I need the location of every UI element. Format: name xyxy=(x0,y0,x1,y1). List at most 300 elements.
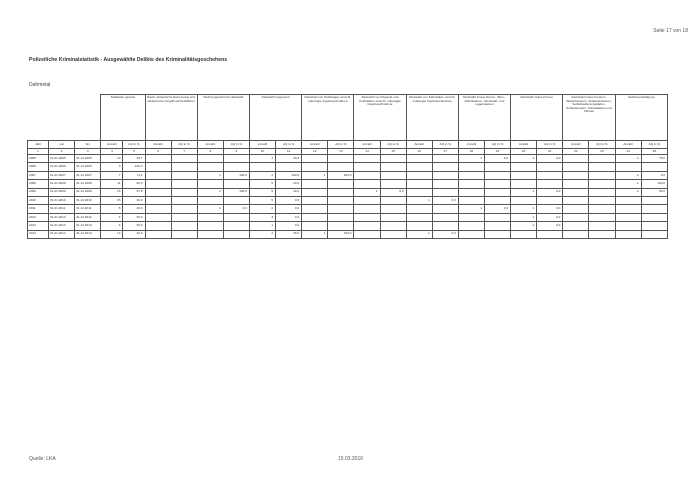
table-cell xyxy=(589,171,615,179)
column-header: Anzahl xyxy=(249,141,275,149)
table-cell xyxy=(563,171,589,179)
table-cell xyxy=(302,213,328,221)
table-cell xyxy=(380,180,406,188)
table-row xyxy=(28,171,668,179)
table-cell xyxy=(354,213,380,221)
table-cell xyxy=(145,196,171,204)
table-cell xyxy=(145,163,171,171)
table-cell xyxy=(458,222,484,230)
table-cell xyxy=(406,188,432,196)
column-header: Anzahl xyxy=(563,141,589,149)
table-cell: 100,0 xyxy=(641,180,667,188)
table-cell: 37,5 xyxy=(123,188,145,196)
table-cell: 1 xyxy=(511,205,537,213)
table-cell xyxy=(328,222,354,230)
table-cell: 0,0 xyxy=(276,213,302,221)
table-cell xyxy=(589,196,615,204)
column-number: 1 xyxy=(28,149,49,155)
table-cell: 01.01.2008 xyxy=(49,180,75,188)
table-cell xyxy=(563,180,589,188)
column-number: 2 xyxy=(49,149,75,155)
group-header: Diebstahl von Fahrrädern einschl. unbefugte Ingebrauchnahme xyxy=(406,95,458,141)
table-cell xyxy=(406,213,432,221)
table-cell: 31.12.2014 xyxy=(75,230,101,238)
table-cell xyxy=(458,180,484,188)
table-cell xyxy=(537,196,563,204)
table-cell xyxy=(432,213,458,221)
table-row xyxy=(28,205,668,213)
document-title: Polizeiliche Kriminalstatistik - Ausgewählte Delikte des Kriminalitätsgeschehens xyxy=(29,57,228,63)
table-cell: 31.12.2012 xyxy=(75,213,101,221)
table-cell: 1 xyxy=(615,180,641,188)
table-cell xyxy=(171,171,197,179)
table-cell xyxy=(197,196,223,204)
table-cell xyxy=(589,163,615,171)
table-cell: 01.01.2009 xyxy=(49,188,75,196)
table-cell xyxy=(537,230,563,238)
table-cell xyxy=(563,196,589,204)
table-row xyxy=(28,188,668,196)
table-cell xyxy=(380,155,406,163)
table-cell: 0,0 xyxy=(537,155,563,163)
column-header: Jahr xyxy=(28,141,49,149)
table-cell xyxy=(484,230,510,238)
table-cell xyxy=(537,163,563,171)
column-number: 11 xyxy=(276,149,302,155)
column-number: 24 xyxy=(615,149,641,155)
table-cell: 100,0 xyxy=(276,171,302,179)
table-cell xyxy=(537,171,563,179)
table-cell xyxy=(249,163,275,171)
column-number: 22 xyxy=(563,149,589,155)
table-cell xyxy=(380,163,406,171)
table-cell: 5 xyxy=(249,180,275,188)
group-header: Sachbeschädigung xyxy=(615,95,667,141)
table-cell xyxy=(302,163,328,171)
table-cell xyxy=(328,196,354,204)
table-cell xyxy=(484,188,510,196)
table-cell: 0,0 xyxy=(223,205,249,213)
column-number: 16 xyxy=(406,149,432,155)
group-header: Diebstahl insgesamt xyxy=(249,95,301,141)
table-cell xyxy=(511,180,537,188)
table-cell xyxy=(328,188,354,196)
table-cell: 31.12.2007 xyxy=(75,171,101,179)
table-cell xyxy=(615,196,641,204)
table-cell xyxy=(380,230,406,238)
table-cell xyxy=(354,230,380,238)
table-cell xyxy=(354,171,380,179)
footer-source: Quelle: LKA xyxy=(29,456,56,462)
table-cell: 40,0 xyxy=(123,230,145,238)
table-cell: 2005 xyxy=(28,155,49,163)
table-cell xyxy=(615,230,641,238)
table-cell: 2010 xyxy=(28,196,49,204)
table-cell xyxy=(354,205,380,213)
column-header: AQ in % xyxy=(328,141,354,149)
table-cell xyxy=(354,222,380,230)
table-cell xyxy=(458,230,484,238)
table-cell xyxy=(641,222,667,230)
table-cell: 31.12.2006 xyxy=(75,163,101,171)
table-cell: 01.01.2011 xyxy=(49,205,75,213)
table-cell: 1 xyxy=(249,222,275,230)
table-cell xyxy=(432,155,458,163)
table-cell: 1 xyxy=(406,230,432,238)
table-cell xyxy=(484,163,510,171)
table-row xyxy=(28,213,668,221)
table-cell: 25,0 xyxy=(276,230,302,238)
table-cell xyxy=(641,196,667,204)
table-cell xyxy=(406,163,432,171)
table-cell xyxy=(223,222,249,230)
table-cell: 40,0 xyxy=(123,196,145,204)
table-cell xyxy=(145,188,171,196)
table-cell: 3 xyxy=(249,213,275,221)
table-cell xyxy=(484,180,510,188)
table-cell: 4 xyxy=(249,230,275,238)
column-number: 12 xyxy=(302,149,328,155)
table-cell: 1 xyxy=(354,188,380,196)
table-cell: 01.01.2013 xyxy=(49,222,75,230)
table-cell xyxy=(380,196,406,204)
table-row xyxy=(28,155,668,163)
table-cell: 1 xyxy=(197,171,223,179)
table-cell xyxy=(615,213,641,221)
column-header: Anzahl xyxy=(511,141,537,149)
table-cell xyxy=(223,196,249,204)
column-header: AQ in % xyxy=(537,141,563,149)
table-cell xyxy=(589,155,615,163)
table-row xyxy=(28,196,668,204)
footer-date: 15.03.2016 xyxy=(338,456,364,462)
table-cell xyxy=(563,213,589,221)
column-number: 17 xyxy=(432,149,458,155)
table-cell xyxy=(458,213,484,221)
table-cell: 4 xyxy=(249,155,275,163)
table-cell xyxy=(484,213,510,221)
table-cell: 2 xyxy=(511,222,537,230)
table-cell: 11 xyxy=(101,180,123,188)
table-cell: 0,0 xyxy=(276,222,302,230)
table-cell: 01.01.2014 xyxy=(49,230,75,238)
table-cell: 100,0 xyxy=(223,171,249,179)
table-cell xyxy=(432,163,458,171)
table-cell: 1 xyxy=(302,171,328,179)
group-header: Raub, räuberische Erpressung und räuberischer Angriff auf Kraftfahrer xyxy=(145,95,197,141)
table-cell xyxy=(406,205,432,213)
table-cell xyxy=(197,155,223,163)
table-cell: 2009 xyxy=(28,188,49,196)
table-cell xyxy=(223,213,249,221)
table-cell: 1 xyxy=(458,205,484,213)
table-cell xyxy=(563,230,589,238)
table-row xyxy=(28,180,668,188)
header-blank xyxy=(28,95,101,141)
statistics-table xyxy=(27,94,668,239)
table-cell: 1 xyxy=(302,230,328,238)
table-cell: 2012 xyxy=(28,213,49,221)
table-cell xyxy=(302,155,328,163)
table-cell: 0,0 xyxy=(380,188,406,196)
table-cell: 01.01.2010 xyxy=(49,196,75,204)
table-cell xyxy=(223,163,249,171)
table-cell: 100,0 xyxy=(223,188,249,196)
table-cell xyxy=(328,163,354,171)
column-header: AQ in % xyxy=(589,141,615,149)
table-cell: 46,7 xyxy=(123,155,145,163)
table-cell xyxy=(641,230,667,238)
table-cell: 2008 xyxy=(28,180,49,188)
table-cell: 01.01.2012 xyxy=(49,213,75,221)
table-cell: 0,0 xyxy=(276,196,302,204)
table-cell xyxy=(511,230,537,238)
table-cell: 31.12.2013 xyxy=(75,222,101,230)
table-cell xyxy=(641,163,667,171)
table-cell xyxy=(511,171,537,179)
table-cell: 0,0 xyxy=(537,188,563,196)
table-cell: 0,0 xyxy=(641,171,667,179)
table-cell xyxy=(406,171,432,179)
table-cell xyxy=(223,180,249,188)
table-cell xyxy=(589,213,615,221)
table-cell xyxy=(432,188,458,196)
column-number: 10 xyxy=(249,149,275,155)
table-cell xyxy=(615,205,641,213)
table-cell xyxy=(563,205,589,213)
table-cell xyxy=(328,155,354,163)
table-cell xyxy=(302,188,328,196)
table-cell: 2014 xyxy=(28,230,49,238)
column-number: 8 xyxy=(197,149,223,155)
column-header: AQ in % xyxy=(223,141,249,149)
table-cell xyxy=(563,222,589,230)
table-cell xyxy=(484,222,510,230)
table-body xyxy=(28,95,668,239)
table-cell xyxy=(563,163,589,171)
column-header: AQ in % xyxy=(380,141,406,149)
table-cell xyxy=(432,180,458,188)
table-cell xyxy=(197,180,223,188)
table-cell: 33,3 xyxy=(276,155,302,163)
table-cell xyxy=(197,213,223,221)
table-cell: 3 xyxy=(101,163,123,171)
column-number: 18 xyxy=(458,149,484,155)
column-header: AQ in % xyxy=(123,141,145,149)
table-cell xyxy=(171,213,197,221)
table-cell: 13 xyxy=(101,155,123,163)
table-cell xyxy=(484,171,510,179)
table-cell xyxy=(302,222,328,230)
table-cell xyxy=(171,205,197,213)
column-header: Anzahl xyxy=(406,141,432,149)
table-cell xyxy=(145,180,171,188)
table-cell: 31.12.2008 xyxy=(75,180,101,188)
table-cell: 31.12.2011 xyxy=(75,205,101,213)
table-cell: 01.01.2006 xyxy=(49,163,75,171)
table-cell: 7 xyxy=(101,171,123,179)
column-header: bis xyxy=(75,141,101,149)
table-cell xyxy=(615,222,641,230)
table-cell xyxy=(328,213,354,221)
table-cell xyxy=(145,213,171,221)
group-header: Diebstahl in/aus Dienst-, Büro-, Fabrikations-, Werkstatt- und Lagerräumen xyxy=(458,95,510,141)
group-header: Straftaten gesamt xyxy=(101,95,145,141)
table-cell xyxy=(171,230,197,238)
table-cell: 8 xyxy=(101,205,123,213)
table-cell: 1 xyxy=(197,205,223,213)
table-cell: 4 xyxy=(101,222,123,230)
table-cell xyxy=(302,196,328,204)
table-cell: 2 xyxy=(197,188,223,196)
table-cell: 5 xyxy=(249,188,275,196)
table-cell: 2006 xyxy=(28,163,49,171)
column-header: AQ in % xyxy=(484,141,510,149)
table-cell: 01.01.2007 xyxy=(49,171,75,179)
table-cell: 1 xyxy=(511,155,537,163)
table-cell: 100,0 xyxy=(328,230,354,238)
table-cell xyxy=(641,213,667,221)
table-cell xyxy=(563,155,589,163)
column-header: AQ in % xyxy=(641,141,667,149)
column-header: Anzahl xyxy=(354,141,380,149)
column-number: 23 xyxy=(589,149,615,155)
column-number: 14 xyxy=(354,149,380,155)
table-cell: 0,0 xyxy=(484,155,510,163)
table-cell xyxy=(171,155,197,163)
column-number: 6 xyxy=(145,149,171,155)
table-cell xyxy=(537,180,563,188)
column-number: 9 xyxy=(223,149,249,155)
table-cell: 0,0 xyxy=(537,213,563,221)
table-cell xyxy=(145,171,171,179)
table-cell: 31.12.2005 xyxy=(75,155,101,163)
table-cell: 0,0 xyxy=(432,196,458,204)
table-cell xyxy=(458,188,484,196)
table-cell: 40,0 xyxy=(276,188,302,196)
table-cell: 100,0 xyxy=(123,163,145,171)
table-cell xyxy=(380,213,406,221)
table-cell: 4 xyxy=(101,213,123,221)
table-cell xyxy=(589,222,615,230)
column-number: 4 xyxy=(101,149,123,155)
table-cell xyxy=(223,230,249,238)
table-cell xyxy=(589,230,615,238)
column-number: 15 xyxy=(380,149,406,155)
table-cell xyxy=(406,180,432,188)
column-number: 25 xyxy=(641,149,667,155)
table-cell: 50,0 xyxy=(641,188,667,196)
table-cell xyxy=(354,196,380,204)
group-header: Wohnungseinbruch-diebstahl xyxy=(197,95,249,141)
table-cell: 2013 xyxy=(28,222,49,230)
table-cell: 60,0 xyxy=(123,180,145,188)
table-cell xyxy=(171,163,197,171)
table-cell: 1 xyxy=(511,188,537,196)
table-cell: 25,0 xyxy=(123,213,145,221)
table-cell xyxy=(328,205,354,213)
table-cell xyxy=(458,163,484,171)
table-cell: 6 xyxy=(249,205,275,213)
table-cell xyxy=(589,205,615,213)
table-cell xyxy=(641,205,667,213)
district-name: Dahmetal xyxy=(29,82,51,88)
table-cell: 1 xyxy=(511,213,537,221)
group-header: Diebstahl von Mopeds und Krafträdern einschl. unbefugte Ingebrauchnahme xyxy=(354,95,406,141)
column-header: AQ in % xyxy=(171,141,197,149)
table-cell: 0,0 xyxy=(276,205,302,213)
table-row xyxy=(28,230,668,238)
table-cell: 31.12.2009 xyxy=(75,188,101,196)
table-cell xyxy=(406,155,432,163)
table-cell xyxy=(511,163,537,171)
table-cell xyxy=(171,222,197,230)
sub-header-row xyxy=(28,141,668,149)
table-cell: 15 xyxy=(101,196,123,204)
table-cell: 1 xyxy=(406,196,432,204)
table-cell xyxy=(484,196,510,204)
table-cell xyxy=(432,222,458,230)
table-cell: 2 xyxy=(615,188,641,196)
column-header: AQ in % xyxy=(432,141,458,149)
column-header: Anzahl xyxy=(145,141,171,149)
table-cell: 25,0 xyxy=(123,222,145,230)
table-cell xyxy=(171,180,197,188)
table-cell xyxy=(354,163,380,171)
table-cell xyxy=(563,188,589,196)
column-header: Anzahl xyxy=(101,141,123,149)
table-cell xyxy=(145,205,171,213)
table-cell xyxy=(197,230,223,238)
column-header: Anzahl xyxy=(197,141,223,149)
column-header: Anzahl xyxy=(458,141,484,149)
column-number: 3 xyxy=(75,149,101,155)
table-row xyxy=(28,222,668,230)
table-cell xyxy=(511,196,537,204)
group-header: Diebstahl in/aus Firmen xyxy=(511,95,563,141)
table-cell: 71,4 xyxy=(123,171,145,179)
table-cell xyxy=(589,188,615,196)
table-cell: 2 xyxy=(615,171,641,179)
table-cell xyxy=(145,230,171,238)
table-cell: 4 xyxy=(615,155,641,163)
table-cell xyxy=(302,205,328,213)
table-cell xyxy=(197,222,223,230)
table-cell: 2 xyxy=(249,171,275,179)
column-number: 21 xyxy=(537,149,563,155)
table-cell: 5 xyxy=(249,196,275,204)
column-number: 20 xyxy=(511,149,537,155)
table-cell: 25,0 xyxy=(123,205,145,213)
table-cell: 16 xyxy=(101,188,123,196)
column-header: Anzahl xyxy=(615,141,641,149)
table-cell xyxy=(328,180,354,188)
table-cell xyxy=(276,163,302,171)
table-cell xyxy=(302,180,328,188)
column-number: 13 xyxy=(328,149,354,155)
table-cell xyxy=(458,196,484,204)
table-cell xyxy=(406,222,432,230)
table-cell xyxy=(432,171,458,179)
table-cell xyxy=(458,171,484,179)
table-row xyxy=(28,163,668,171)
table-cell: 0,0 xyxy=(484,205,510,213)
column-number: 7 xyxy=(171,149,197,155)
table-cell: 0,0 xyxy=(537,205,563,213)
table-cell xyxy=(380,205,406,213)
table-cell xyxy=(589,180,615,188)
group-header: Diebstahl von Kraftwagen einschl. unbefugte Ingebrauchnahme xyxy=(302,95,354,141)
